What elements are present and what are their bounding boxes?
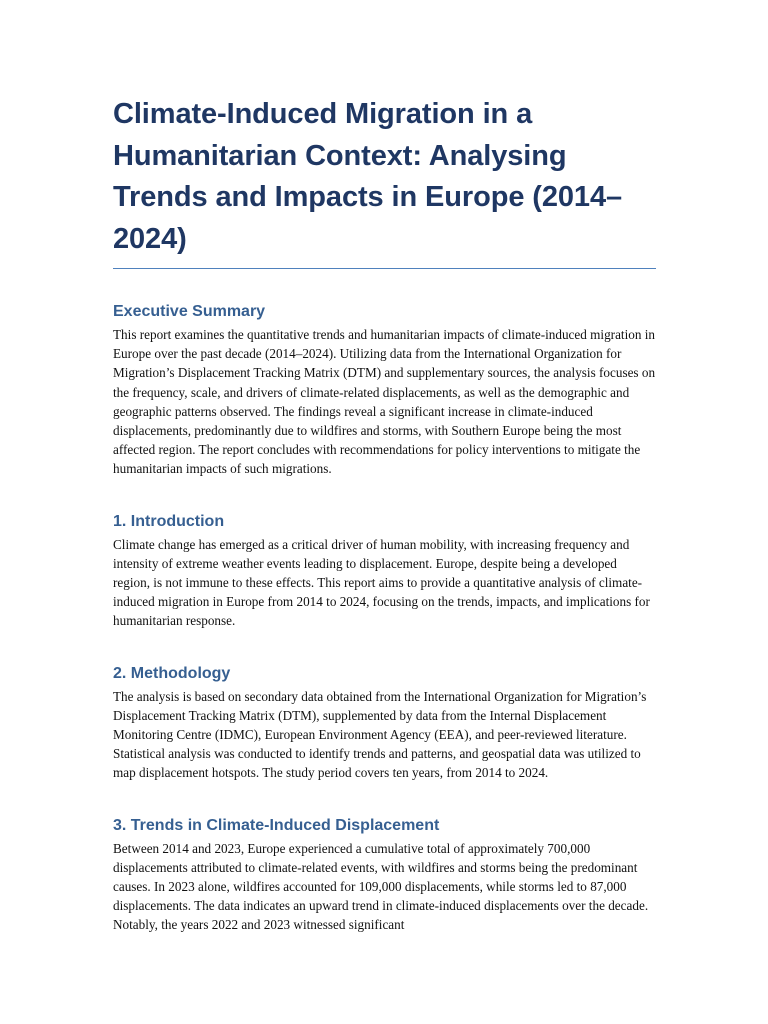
section-methodology — [113, 664, 656, 783]
document-title: Climate-Induced Migration in a Humanitarian Context: Analysing Trends and Impacts in Europe (2014–2024) — [113, 94, 656, 269]
section-heading: 2. Methodology — [113, 664, 231, 682]
section-paragraph: Climate change has emerged as a critical driver of human mobility, with increasing frequency and intensity of extreme weather events leading to displacement. Europe, despite being a developed region, is not immune to these effects. This report aims to provide a quantitative analysis of climate-induced migration in Europe from 2014 to 2024, focusing on the trends, impacts, and implications for humanitarian response. — [113, 536, 650, 629]
section-introduction — [113, 512, 656, 631]
section-paragraph: Between 2014 and 2023, Europe experienced a cumulative total of approximately 700,000 displacements attributed to climate-related events, with wildfires and storms being the predominant causes. In 2023 alone, wildfires accounted for 109,000 displacements, while storms led to 87,000 displacements. The data indicates an upward trend in climate-induced displacements over the decade. Notably, the years 2022 and 2023 witnessed significant — [113, 840, 649, 933]
section-heading: 3. Trends in Climate-Induced Displacement — [113, 816, 440, 834]
section-paragraph: This report examines the quantitative trends and humanitarian impacts of climate-induced migration in Europe over the past decade (2014–2024). Utilizing data from the International Organization for Migration’s Displacement Tracking Matrix (DTM) and supplementary sources, the analysis focuses on the frequency, scale, and drivers of climate-related displacements, as well as the demographic and geographic patterns observed. The findings reveal a significant increase in climate-induced displacements, predominantly due to wildfires and storms, with Southern Europe being the most affected region. The report concludes with recommendations for policy interventions to mitigate the humanitarian impacts of such migrations. — [113, 327, 656, 477]
section-heading: 1. Introduction — [113, 512, 225, 530]
section-heading: Executive Summary — [113, 303, 266, 320]
section-paragraph: The analysis is based on secondary data obtained from the International Organization for Migration’s Displacement Tracking Matrix (DTM), supplemented by data from the Internal Displacement Monitoring Centre (IDMC), European Environment Agency (EEA), and peer-reviewed literature. Statistical analysis was conducted to identify trends and patterns, and geospatial data was utilized to map displacement hotspots. The study period covers ten years, from 2014 to 2024. — [113, 688, 647, 781]
document-page — [113, 94, 656, 935]
section-trends — [113, 816, 656, 935]
section-executive-summary — [113, 302, 656, 479]
